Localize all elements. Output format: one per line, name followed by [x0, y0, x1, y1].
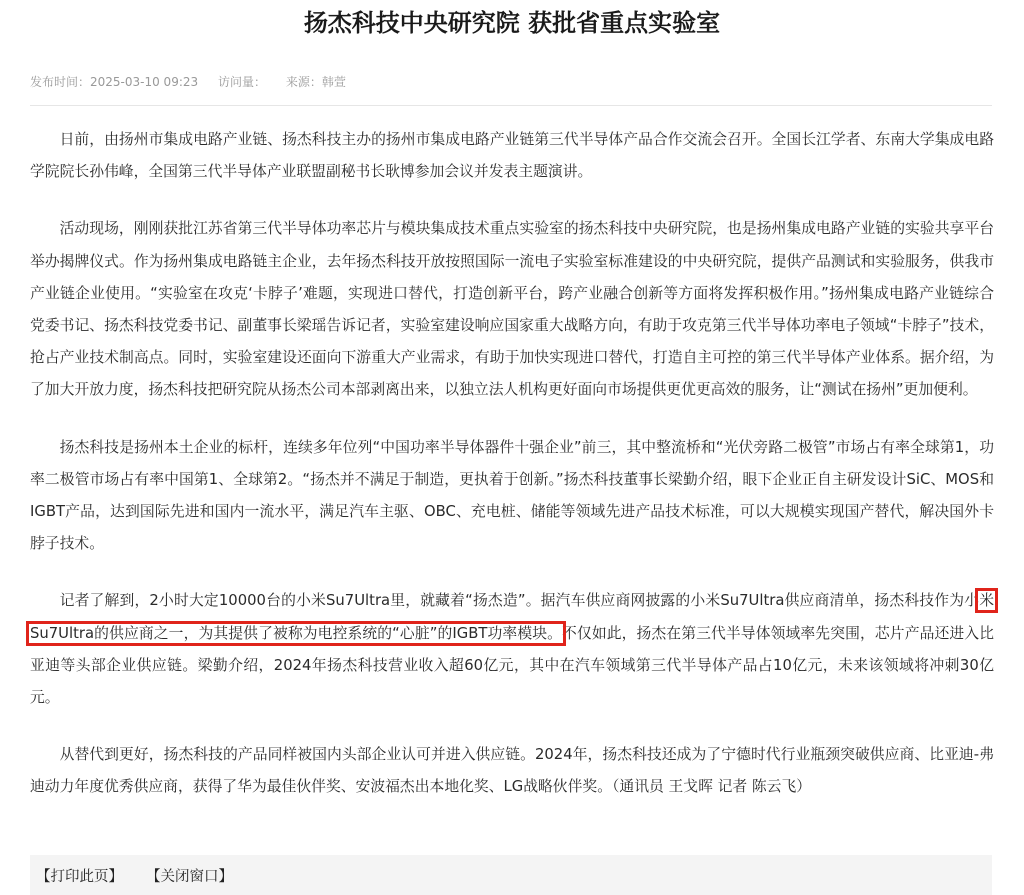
paragraph-1: 日前，由扬州市集成电路产业链、扬杰科技主办的扬州市集成电路产业链第三代半导体产品合作交流会召开。全国长江学者、东南大学集成电路学院院长孙伟峰，全国第三代半导体产业联盟副秘书长耿博参加会议并发表主题演讲。	[30, 131, 994, 181]
paragraph-3: 扬杰科技是扬州本土企业的标杆，连续多年位列“中国功率半导体器件十强企业”前三，其中整流桥和“光伏旁路二极管”市场占有率全球第1，功率二极管市场占有率中国第1、全球第2。“扬杰并不满足于制造，更执着于创新。”扬杰科技董事长梁勤介绍，眼下企业正自主研发设计SiC、MOS和IGBT产品，达到国际先进和国内一流水平，满足汽车主驱、OBC、充电桩、储能等领域先进产品技术标准，可以大规模实现国产替代，解决国外卡脖子技术。	[30, 438, 994, 553]
paragraph-4	[30, 585, 994, 714]
article-title: 扬杰科技中央研究院 获批省重点实验室	[303, 9, 721, 37]
article-body	[30, 124, 994, 829]
paragraph-2: 活动现场，刚刚获批江苏省第三代半导体功率芯片与模块集成技术重点实验室的扬杰科技中央研究院，也是扬州集成电路产业链的实验共享平台举办揭牌仪式。作为扬州集成电路链主企业，去年扬杰科技开放按照国际一流电子实验室标准建设的中央研究院，提供产品测试和实验服务，供我市产业链企业使用。“实验室在攻克‘卡脖子’难题，实现进口替代，打造创新平台，跨产业融合创新等方面将发挥积极作用。”扬州集成电路产业链综合党委书记、扬杰科技党委书记、副董事长梁瑶告诉记者，实验室建设响应国家重大战略方向，有助于攻克第三代半导体功率电子领域“卡脖子”技术，抢占产业技术制高点。同时，实验室建设还面向下游重大产业需求，有助于加快实现进口替代，打造自主可控的第三代半导体产业体系。据介绍，为了加大开放力度，扬杰科技把研究院从扬杰公司本部剥离出来，以独立法人机构更好面向市场提供更优更高效的服务，让“测试在扬州”更加便利。	[30, 220, 994, 399]
paragraph-5: 从替代到更好，扬杰科技的产品同样被国内头部企业认可并进入供应链。2024年，扬杰科技还成为了宁德时代行业瓶颈突破供应商、比亚迪-弗迪动力年度优秀供应商，获得了华为最佳伙伴奖、安波福杰出本地化奖、LG战略伙伴奖。（通讯员 王戈晖 记者 陈云飞）	[30, 746, 994, 796]
publish-time: 发布时间：2025-03-10 09:23	[30, 75, 199, 89]
article-meta	[30, 73, 362, 91]
divider	[30, 105, 992, 106]
footer-bar	[30, 855, 992, 895]
paragraph-4-end: 不仅如此，扬杰在第三代半导体领域率先突围，芯片产品还进入比亚迪等头部企业供应链。梁勤介绍，2024年扬杰科技营业收入超60亿元，其中在汽车领域第三代半导体产品占10亿元，未来该领域将冲刺30亿元。	[30, 624, 994, 707]
print-page-link[interactable]: 【打印此页】	[36, 869, 123, 885]
close-window-link[interactable]: 【关闭窗口】	[146, 869, 233, 885]
paragraph-4-start: 记者了解到，2小时大定10000台的小米Su7Ultra里，就藏着“扬杰造”。据汽车供应商网披露的小米Su7Ultra供应商清单，扬杰科技作为小	[59, 592, 980, 610]
article-source: 来源：韩萱	[285, 75, 346, 89]
visit-count: 访问量：	[217, 75, 266, 89]
highlighted-sentence: 米Su7Ultra的供应商之一，为其提供了被称为电控系统的“心脏”的IGBT功率模块。	[30, 592, 994, 642]
